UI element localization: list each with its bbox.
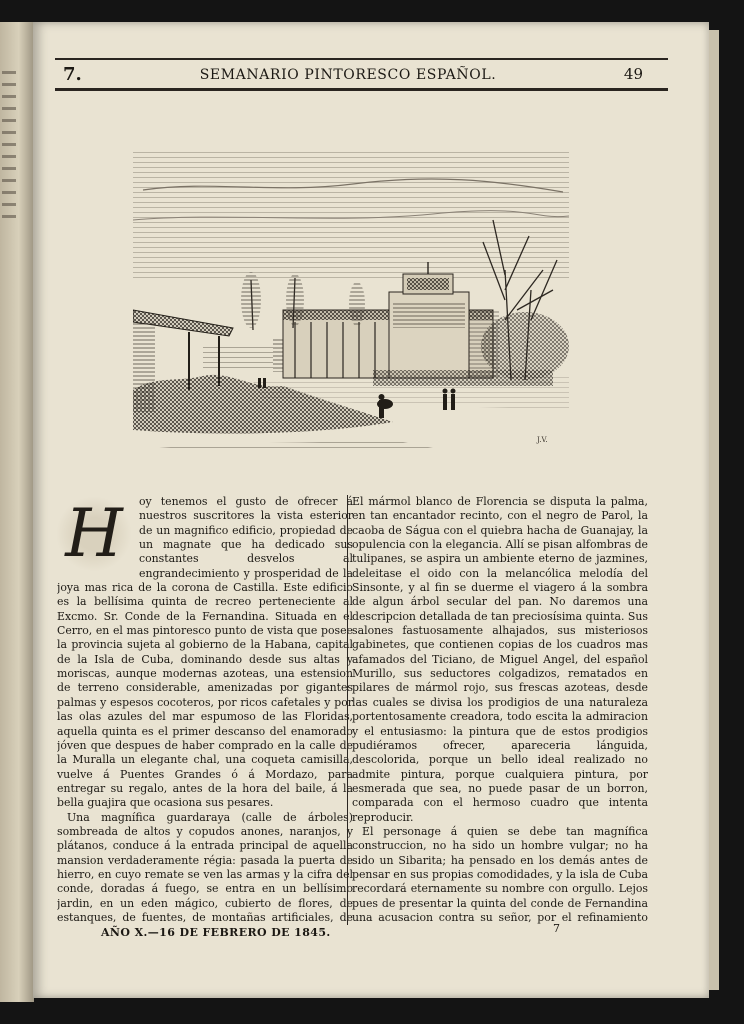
page-number: 49 xyxy=(623,65,643,83)
engraving-quinta-icon xyxy=(133,150,569,450)
header-rule-top xyxy=(55,58,668,60)
article-paragraph: Una magnífica guardaraya (calle de árboles) sombreada de altos y copudos anones, naranjos, y plátanos, conduce á la entrada principal de aquella mansion verdaderamente régia: pasada la puerta de hierro, en cuyo remate se ven las armas y la cifra del conde, doradas á fuego, se entra en un bellísimo jardin, en un eden mágico, cubierto de flores, de estanques, de fuentes, de montañas artificiales, de xyxy=(57,810,353,924)
ornamental-dropcap: H xyxy=(57,497,133,571)
article-paragraph: El mármol blanco de Florencia se disputa la palma, en tan encantador recinto, con el negro de Parol, la caoba de Ságua con el quiebra hacha de Guanajay, la opulencia con la elegancia. Allí se pisan alfombras de tulipanes, se aspira un ambiente eterno de jazmines, deleitase el oido con la melancólica melodía del Sinsonte, y al fin se duerme el viagero á la sombra de algun árbol secular del pan. No daremos una descripcion detallada de tan preciosísima quinta. Sus salones fastuosamente alhajados, sus misteriosos gabinetes, que contienen copias de los cuadros mas afamados del Ticiano, de Miguel Angel, del español Murillo, sus seductores colgadizos, rematados en pilares de mármol rojo, sus frescas azoteas, desde las cuales se divisa los prodigios de una naturaleza portentosamente creadora, todo escita la admiracion y el entusiasmo: la pintura que de estos prodigios pudiéramos ofrecer, apareceria lánguida, descolorida, porque un bello ideal realizado no admite pintura, porque cualquiera pintura, por esmerada que sea, no puede pasar de un borron, comparada con el hermoso cuadro que intenta reproducir. xyxy=(352,495,648,824)
article-column-right xyxy=(352,495,648,925)
column-divider xyxy=(347,495,348,925)
signature-mark: 7 xyxy=(553,922,560,935)
engraving-signature: J.V. xyxy=(537,436,548,444)
article-paragraph: oy tenemos el gusto de ofrecer á nuestros suscritores la vista esterior de un magnifico edificio, propiedad de un magnate que ha dedicado sus constantes desvelos al engrandecimiento y prosperidad de la joya mas rica de la corona de Castilla. Este edificio es la bellísima quinta de recreo perteneciente al Excmo. Sr. Conde de la Fernandina. Situada en el Cerro, en el mas pintoresco punto de vista que posee la provincia sujeta al gobierno de la Habana, capital de la Isla de Cuba, dominando desde sus altas y moriscas, aunque modernas azoteas, una estension de terreno considerable, amenizadas por gigantes palmas y espesos cocoteros, por ricos cafetales y por las olas azules del mar espumoso de las Floridas, aquella quinta es el primer descanso del enamorado jóven que despues de haber comprado en la calle de la Muralla un elegante chal, una coqueta camisilla, vuelve á Puentes Grandes ó á Mordazo, para entregar su regalo, antes de la hora del baile, á la bella guajira que ocasiona sus pesares. xyxy=(57,495,353,810)
previous-page-edge xyxy=(0,22,34,1002)
volume-date: AÑO X.—16 DE FEBRERO DE 1845. xyxy=(101,926,331,939)
journal-title: SEMANARIO PINTORESCO ESPAÑOL. xyxy=(199,67,497,83)
issue-number: 7. xyxy=(63,64,82,85)
header-rule-bottom xyxy=(55,88,668,91)
article-column-left xyxy=(57,495,353,925)
page-edge xyxy=(709,30,719,990)
article-paragraph: El personage á quien se debe tan magnífica construccion, no ha sido un hombre vulgar; no ha sido un Sibarita; ha pensado en los demás antes de pensar en sus propias comodidades, y la isla de Cuba recordará eternamente su nombre con orgullo. Lejos pues de presentar la quinta del conde de Fernandina una acusacion contra su señor, por el refinamiento xyxy=(352,824,648,924)
previous-page-text-fragments xyxy=(2,62,16,362)
journal-page xyxy=(33,22,709,998)
